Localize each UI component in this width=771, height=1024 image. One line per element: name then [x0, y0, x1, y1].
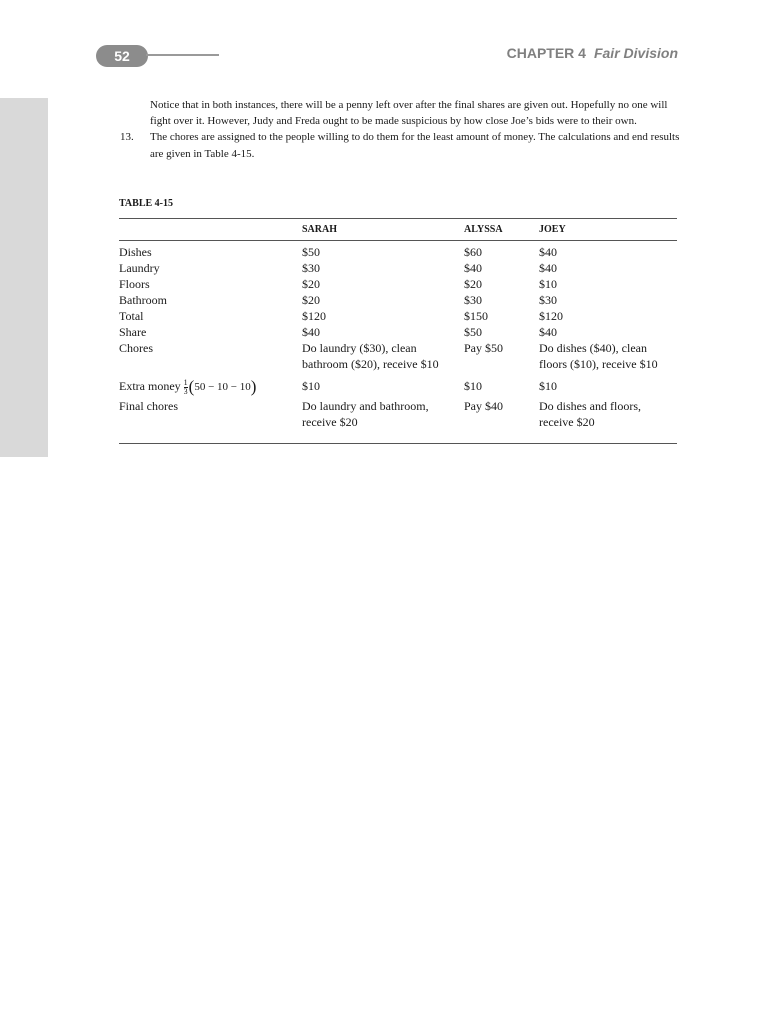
exercise-number: 13.	[120, 131, 134, 144]
cell-joey: $120	[539, 309, 563, 323]
cell-sarah: $10	[302, 379, 320, 393]
cell-sarah: Do laundry ($30), clean bathroom ($20), receive $10	[302, 341, 439, 371]
cell-alyssa: $40	[464, 261, 482, 275]
row-label: Share	[119, 325, 147, 339]
fraction	[184, 379, 188, 396]
open-paren: (	[188, 377, 195, 396]
header-joey: JOEY	[539, 219, 677, 241]
cell-joey: $40	[539, 245, 557, 259]
row-label	[119, 372, 302, 396]
cell-sarah: $120	[302, 309, 326, 323]
table-row	[119, 308, 677, 324]
cell-sarah: Do laundry and bathroom, receive $20	[302, 396, 464, 444]
cell-joey: $40	[539, 261, 557, 275]
cell-alyssa: Pay $40	[464, 396, 539, 444]
exercise-item-13	[120, 129, 680, 161]
header-sarah: SARAH	[302, 219, 464, 241]
table-row	[119, 260, 677, 276]
cell-alyssa: Pay $50	[464, 341, 503, 355]
chapter-label: CHAPTER 4	[506, 45, 586, 61]
row-label: Total	[119, 309, 144, 323]
table-header-row	[119, 219, 677, 241]
row-label: Floors	[119, 277, 150, 291]
fraction-numerator: 1	[183, 377, 188, 387]
table-row-extra-money	[119, 372, 677, 396]
header-alyssa: ALYSSA	[464, 219, 539, 241]
fraction-denominator: 3	[183, 386, 188, 396]
extra-money-label: Extra money	[119, 379, 181, 393]
cell-sarah: $20	[302, 277, 320, 291]
table-row-final-chores	[119, 396, 677, 444]
cell-alyssa: $20	[464, 277, 482, 291]
table-row	[119, 276, 677, 292]
page-number-badge: 52	[96, 45, 148, 67]
chapter-heading	[507, 45, 678, 61]
row-label: Dishes	[119, 245, 152, 259]
table-row	[119, 324, 677, 340]
cell-joey: $10	[539, 379, 557, 393]
row-label: Laundry	[119, 261, 160, 275]
margin-tab	[0, 98, 48, 457]
cell-joey: Do dishes and floors, receive $20	[539, 396, 677, 444]
cell-sarah: $20	[302, 293, 320, 307]
table-caption: TABLE 4-15	[119, 198, 173, 209]
close-paren: )	[250, 377, 257, 396]
row-label: Chores	[119, 341, 153, 355]
cell-alyssa: $60	[464, 245, 482, 259]
cell-alyssa: $30	[464, 293, 482, 307]
cell-joey: $30	[539, 293, 557, 307]
cell-joey: $10	[539, 277, 557, 291]
expression: 50 − 10 − 10	[194, 381, 251, 393]
row-label: Bathroom	[119, 293, 167, 307]
answer-paragraph: Notice that in both instances, there will be a penny left over after the final shares are given out. Hopefully no one will fight over it. However, Judy and Freda ought to be made suspicious by how close Joe’s bids were to their own.	[150, 99, 668, 128]
table-row	[119, 241, 677, 261]
table-row	[119, 340, 677, 372]
chores-table	[119, 218, 677, 444]
row-label: Final chores	[119, 396, 302, 444]
chapter-title: Fair Division	[593, 45, 678, 61]
cell-joey: Do dishes ($40), clean floors ($10), receive $10	[539, 341, 658, 371]
header-rule	[146, 54, 219, 56]
cell-alyssa: $50	[464, 325, 482, 339]
table-row	[119, 292, 677, 308]
cell-sarah: $40	[302, 325, 320, 339]
header-cell-blank	[119, 219, 302, 241]
body-text	[120, 97, 680, 162]
cell-joey: $40	[539, 325, 557, 339]
cell-alyssa: $10	[464, 379, 482, 393]
cell-sarah: $50	[302, 245, 320, 259]
exercise-text: The chores are assigned to the people willing to do them for the least amount of money. The calculations and end results are given in Table 4-15.	[150, 131, 680, 160]
cell-alyssa: $150	[464, 309, 488, 323]
cell-sarah: $30	[302, 261, 320, 275]
